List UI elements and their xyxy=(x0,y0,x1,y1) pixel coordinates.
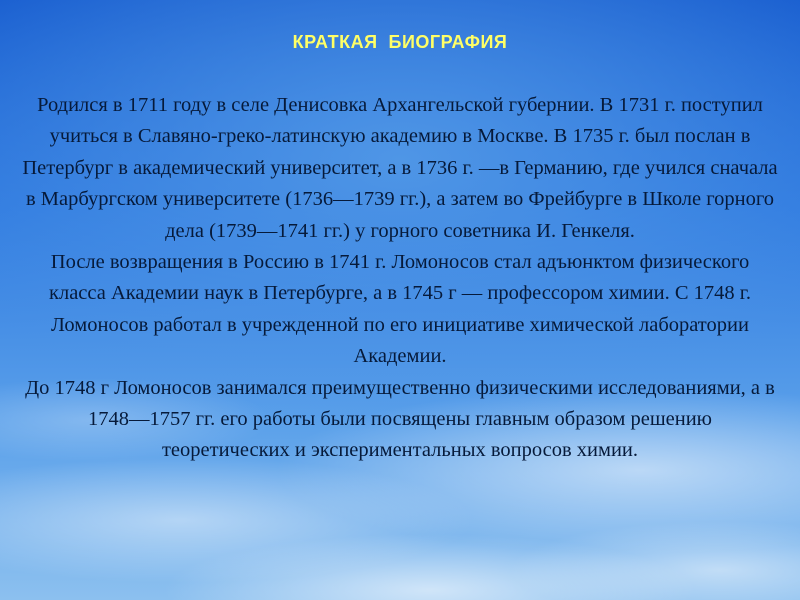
slide-title: КРАТКАЯ БИОГРАФИЯ xyxy=(292,32,508,52)
biography-text xyxy=(22,90,778,467)
paragraph-return-to-russia: После возвращения в Россию в 1741 г. Ломоносов стал адъюнктом физического класса Академии наук в Петербурге, а в 1745 г — профессором химии. С 1748 г. Ломоносов работал в учрежденной по его инициативе химической лаборатории Академии. xyxy=(49,251,751,368)
paragraph-early-life: Родился в 1711 году в селе Денисовка Архангельской губернии. В 1731 г. поступил учиться в Славяно-греко-латинскую академию в Москве. В 1735 г. был послан в Петербург в академический университет, а в 1736 г. —в Германию, где учился сначала в Марбургском университете (1736—1739 гг.), а затем во Фрейбурге в Школе горного дела (1739—1741 гг.) у горного советника И. Генкеля. xyxy=(22,94,778,242)
paragraph-research: До 1748 г Ломоносов занимался преимущественно физическими исследованиями, а в 1748—1757 гг. его работы были посвящены главным образом решению теоретических и экспериментальных вопросов химии. xyxy=(25,376,775,462)
